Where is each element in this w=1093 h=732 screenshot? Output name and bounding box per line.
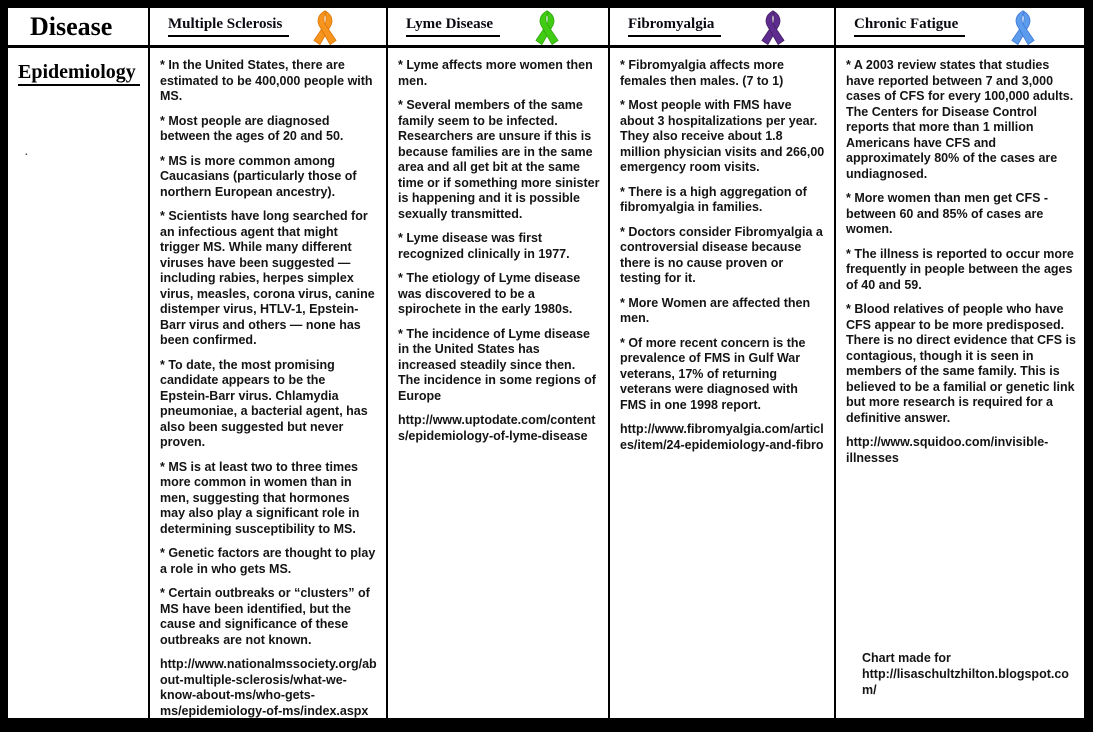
fact-paragraph: * Lyme affects more women then men. <box>398 58 593 88</box>
source-url: http://www.squidoo.com/invisible-illnesses <box>846 435 1049 465</box>
header-chronic-fatigue <box>836 8 1084 48</box>
cell-ms-epidemiology <box>150 48 386 732</box>
fact-paragraph: * Blood relatives of people who have CFS appear to be more predisposed. There is no direct evidence that CFS is contagious, though it is seen in members of the same family. This is believed to be a familial or genetic link but more research is required for a definitive answer. <box>846 302 1076 425</box>
attribution-text: Chart made for <box>862 651 951 665</box>
fact-paragraph: * The illness is reported to occur more frequently in people between the ages of 40 and 59. <box>846 246 1074 292</box>
source-url: http://www.uptodate.com/contents/epidemiology-of-lyme-disease <box>398 413 596 443</box>
fact-paragraph: * Certain outbreaks or “clusters” of MS have been identified, but the cause and significance of these outbreaks are not known. <box>160 586 370 647</box>
header-lyme-disease <box>388 8 608 48</box>
fact-paragraph: * The etiology of Lyme disease was discovered to be a spirochete in the early 1980s. <box>398 271 581 316</box>
column-chronic-fatigue <box>836 8 1084 718</box>
fact-paragraph: * There is a high aggregation of fibromyalgia in families. <box>620 184 807 214</box>
fact-paragraph: * Most people with FMS have about 3 hospitalizations per year. They also receive about 1.8 million physician visits and 266,00 emergency room visits. <box>620 98 825 174</box>
source-url: http://www.nationalmssociety.org/about-multiple-sclerosis/what-we-know-about-ms/who-gets-ms/epidemiology-of-ms/index.aspx <box>160 657 377 718</box>
fact-paragraph: * Genetic factors are thought to play a role in who gets MS. <box>160 546 376 576</box>
fact-paragraph: * A 2003 review states that studies have reported between 7 and 3,000 cases of CFS for every 100,000 adults. The Centers for Disease Control reports that more than 1 million Americans have CFS and approximately 80% of the cases are undiagnosed. <box>846 58 1074 181</box>
column-title: Fibromyalgia <box>628 16 721 37</box>
fact-paragraph: * MS is more common among Caucasians (particularly those of northern European ancestry). <box>160 153 357 199</box>
fact-paragraph: * Most people are diagnosed between the ages of 20 and 50. <box>160 113 344 143</box>
fact-paragraph: * Fibromyalgia affects more females then males. (7 to 1) <box>620 58 784 88</box>
fact-paragraph: * Of more recent concern is the prevalence of FMS in Gulf War veterans, 17% of returning veterans were diagnosed with FMS in one 1998 report. <box>620 335 806 412</box>
fact-paragraph: * Doctors consider Fibromyalgia a controversial disease because there is no cause proven or testing for it. <box>620 224 823 285</box>
fact-paragraph: * Several members of the same family seem to be infected. Researchers are unsure if this is because families are in the same area and all get bit at the same time or if something more sinister is happening and it is possible sexually transmitted. <box>398 98 600 221</box>
column-fibromyalgia <box>610 8 836 718</box>
header-multiple-sclerosis <box>150 8 386 48</box>
row-label-cell <box>8 48 148 718</box>
header-fibromyalgia <box>610 8 834 48</box>
fact-paragraph: * To date, the most promising candidate appears to be the Epstein-Barr virus. Chlamydia pneumoniae, a bacterial agent, has also been suggested but never proven. <box>160 357 368 449</box>
fact-paragraph: * MS is at least two to three times more common in women than in men, suggesting that hormones may also play a significant role in determining susceptibility to MS. <box>160 459 360 536</box>
attribution-url: http://lisaschultzhilton.blogspot.com/ <box>862 667 1069 697</box>
fact-paragraph: * More women than men get CFS - between 60 and 85% of cases are women. <box>846 191 1049 236</box>
column-title: Lyme Disease <box>406 16 500 37</box>
green-awareness-ribbon-icon <box>532 9 562 46</box>
cell-cfs-epidemiology <box>836 48 1084 718</box>
fact-list <box>620 58 826 462</box>
fact-paragraph: * Lyme disease was first recognized clinically in 1977. <box>398 231 570 261</box>
column-title: Chronic Fatigue <box>854 16 965 37</box>
column-title: Multiple Sclerosis <box>168 16 289 37</box>
fact-paragraph: * More Women are affected then men. <box>620 295 811 325</box>
blue-awareness-ribbon-icon <box>1008 9 1038 46</box>
cell-lyme-epidemiology <box>388 48 608 718</box>
stray-mark: . <box>25 147 28 158</box>
orange-awareness-ribbon-icon <box>310 9 340 46</box>
fact-list <box>398 58 600 453</box>
fact-paragraph: * The incidence of Lyme disease in the United States has increased steadily since then. The incidence in some regions of Europe <box>398 326 596 403</box>
fact-paragraph: * Scientists have long searched for an infectious agent that might trigger MS. While many different viruses have been suggested — including rabies, herpes simplex virus, measles, corona virus, canine distemper virus, HTLV-1, Epstein-Barr virus and others — none has been confirmed. <box>160 209 375 347</box>
disease-comparison-table <box>8 8 1084 718</box>
row-label-epidemiology: Epidemiology <box>18 60 140 86</box>
column-lyme-disease <box>388 8 610 718</box>
column-multiple-sclerosis <box>150 8 388 718</box>
corner-title: Disease <box>30 11 113 41</box>
chart-attribution <box>846 650 1076 714</box>
fact-list <box>160 58 378 728</box>
purple-awareness-ribbon-icon <box>758 9 788 46</box>
corner-header-cell <box>8 8 148 48</box>
fact-paragraph: * In the United States, there are estimated to be 400,000 people with MS. <box>160 58 373 103</box>
fact-list <box>846 58 1076 475</box>
source-url: http://www.fibromyalgia.com/articles/item/24-epidemiology-and-fibro <box>620 422 824 452</box>
row-label-column <box>8 8 150 718</box>
cell-fibromyalgia-epidemiology <box>610 48 834 718</box>
